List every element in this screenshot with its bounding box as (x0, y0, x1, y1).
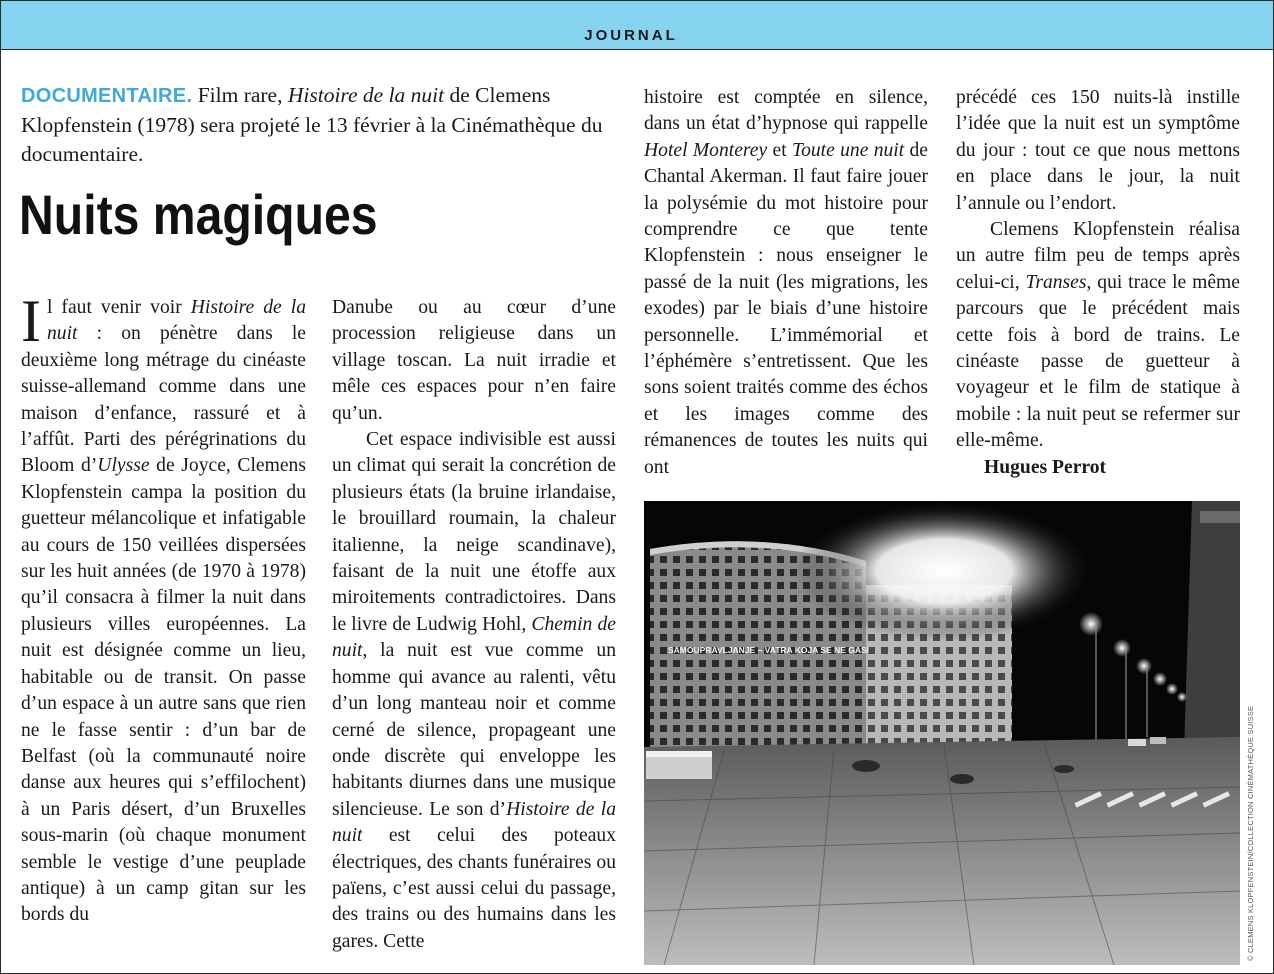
col4-paragraph-1: précédé ces 150 nuits-là instille l’idée que la nuit est un symptôme du jour : tout ce que nous mettons en place dans le jour, la nuit l’annule ou l’endort. (956, 87, 1240, 214)
col3-italic-2: Toute une nuit (791, 139, 905, 161)
body-column-4 (956, 85, 1240, 481)
col4-italic-1: Transes (1025, 271, 1087, 293)
section-header (1, 1, 1273, 50)
deck-text-1: Film rare, (192, 83, 288, 107)
deck-film-title: Histoire de la nuit (287, 83, 445, 107)
col2-text-1: Cet espace indivisible est aussi un climat qui serait la concrétion de plusieurs états (la bruine irlandaise, le brouillard roumain, la chaleur italienne, la neige scandinave), faisant de la nuit une étoffe aux miroitements contradictoires. Dans le livre de Ludwig Hohl, (332, 429, 616, 635)
photo-credit: © CLEMENS KLOPFENSTEIN/COLLECTION CINÉMATHÈQUE SUISSE (1246, 705, 1255, 961)
col3-italic-1: Hotel Monterey (644, 139, 768, 161)
col1-text-3: de Joyce, Clemens Klopfenstein campa la position du guetteur mélancolique et infatigable au cours de 150 veillées dispersées sur les huit années (de 1970 à 1978) qu’il consacra à filmer la nuit dans plusieurs villes européennes. La nuit est désignée comme un lieu, habitable ou de transit. On passe d’un espace à un autre sans que rien ne le fasse sentir : d’un bar de Belfast (où la communauté noire danse aux heures qui s’effilochent) à un Paris désert, d’un Bruxelles sous-marin (où chaque monument semble le vestige d’une peuplade antique) à un camp gitan sur les bords du (21, 455, 306, 926)
headline: Nuits magiques (19, 183, 378, 246)
drop-cap: I (21, 288, 41, 354)
col3-text-3: de Chantal Akerman. Il faut faire jouer la polysémie du mot histoire pour comprendre ce que tente Klopfenstein : nous enseigner le passé de la nuit (les migrations, les exodes) par le biais d’une histoire personnelle. L’immémorial et l’éphémère s’entretissent. Que les sons soient traités comme des échos et les images comme des rémanences de toutes les nuits qui ont (644, 139, 929, 478)
col2-italic-1: Chemin de nuit (332, 613, 616, 662)
article-deck (21, 81, 621, 169)
col2-paragraph-2 (332, 427, 616, 955)
building-sign-text: SAMOUPRAVLJANJE – VATRA KOJA SE NE GASI (668, 645, 870, 655)
col3-text-1: histoire est comptée en silence, dans un état d’hypnose qui rappelle (644, 87, 928, 135)
body-column-3 (644, 85, 928, 481)
section-label: JOURNAL (584, 27, 678, 44)
deck-text-2: de Clemens Klopfenstein (1978) sera projeté le 13 février à la Cinémathèque du documentaire. (21, 83, 603, 166)
col4-text-1: Clemens Klopfenstein réalisa un autre film peu de temps après celui-ci, (956, 219, 1240, 293)
col2-text-3: est celui des poteaux électriques, des chants funéraires ou païens, c’est aussi celui du passage, des trains ou des humains dans les gares. Cette (332, 825, 616, 952)
col4-paragraph-2 (956, 217, 1240, 455)
kicker: DOCUMENTAIRE. (21, 85, 193, 107)
body-column-1 (21, 288, 306, 929)
col4-text-2: , qui trace le même parcours que le précédent mais cette fois à bord de trains. Le cinéaste passe de guetteur à voyageur et le film de statique à mobile : la nuit peut se refermer sur elle-même. (956, 271, 1240, 452)
col3-text-2: et (767, 139, 792, 161)
col2-italic-2: Histoire de la nuit (332, 798, 617, 847)
night-square-photo (644, 501, 1240, 965)
col2-paragraph-1: Danube ou au cœur d’une procession religieuse dans un village toscan. La nuit irradie et mêle ces espaces pour n’en faire qu’un. (332, 297, 616, 424)
col1-text-2: : on pénètre dans le deuxième long métrage du cinéaste suisse-allemand comme dans une maison d’enfance, rassuré et à l’affût. Parti des pérégrinations du Bloom d’ (21, 323, 306, 477)
col1-italic-2: Ulysse (97, 455, 150, 477)
byline: Hugues Perrot (984, 456, 1107, 478)
col2-text-2: , la nuit est vue comme un homme qui avance au ralenti, vêtu d’un long manteau noir et comme cerné de silence, propageant une onde discrète qui enveloppe les habitants diurnes dans une musique silencieuse. Le son d’ (332, 640, 616, 820)
col1-text-1: l faut venir voir (46, 297, 191, 318)
body-column-2 (332, 295, 616, 955)
col1-italic-1: Histoire de la nuit (46, 297, 306, 345)
